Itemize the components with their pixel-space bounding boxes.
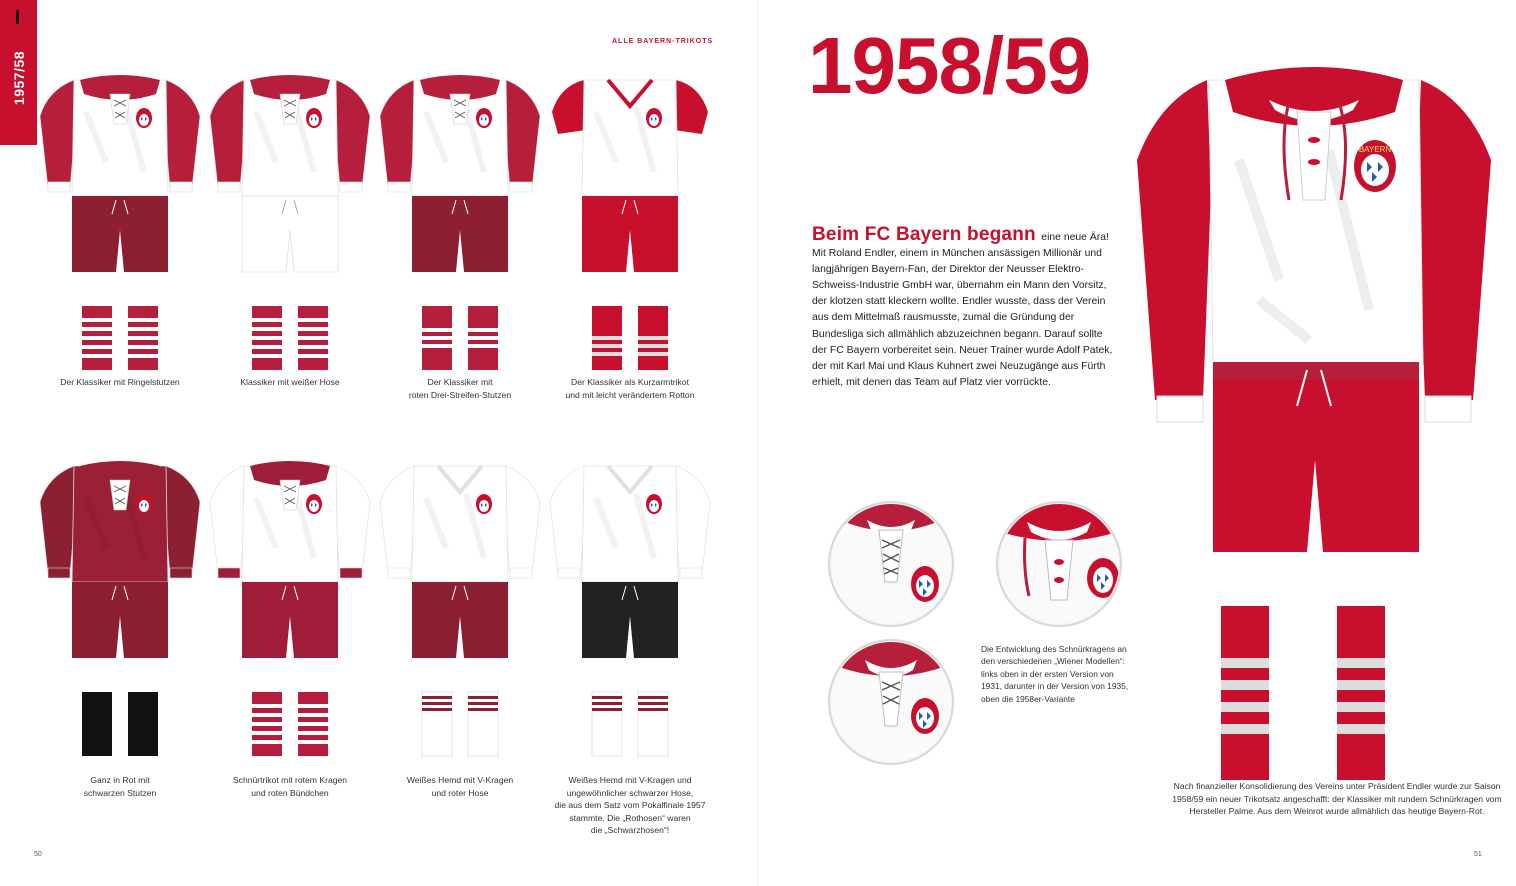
kit-illustration [546,458,714,758]
collar-detail-1958 [995,500,1123,628]
main-kit-caption: Nach finanzieller Konsolidierung des Vereins unter Präsident Endler wurde zur Saison 1958/59 ein neuer Trikotsatz angeschafft: der Klassiker mit rundem Schnürkragen vom Hersteller Palme. Aus dem Weinrot wurde allmählich das heutige Bayern-Rot. [1172,781,1502,816]
collar-circle-icon [827,500,955,628]
article-lead: Beim FC Bayern begann [812,224,1042,245]
kit-caption: Der Klassiker als Kurzarmtrikot und mit leicht verändertem Rotton [565,377,695,400]
kit-illustration [376,72,544,372]
kit-caption: Der Klassiker mit roten Drei-Streifen-Stutzen [408,377,512,400]
v-neck-kit-icon [376,458,544,758]
collar-detail-1931 [827,500,955,628]
kit-illustration [36,458,204,758]
long-sleeve-kit-icon [206,72,374,372]
season-title: 1958/59 [808,21,1091,110]
article-text: eine neue Ära! Mit Roland Endler, einem in München ansässigen Millionär und langjährigen Bayern-Fan, der Direktor der Neusser Elektro-Schweiss-Industrie GmbH war, übernahm ein Mann den Vorsitz, der klotzen statt kleckern wollte. Endler wusste, dass der Verein aus dem Mittelmaß rausmusste, zumal die Gründung der Bundesliga sich allmählich abzuzeichnen begann. Darauf sollte der FC Bayern vorbereitet sein. Neuer Trainer wurde Adolf Patek, der mit Karl Mai und Klaus Kuhnert zwei Neuzugänge aus Fürth erhielt, mit denen das Team auf Platz vier vorrückte. [812,232,1113,388]
kit-caption: Der Klassiker mit Ringelstutzen [60,377,180,387]
kit-caption: Ganz in Rot mit schwarzen Stutzen [83,775,157,798]
short-sleeve-kit-icon [546,72,714,372]
badge-text: BAYERN [1358,145,1392,154]
kit-illustration [206,458,374,758]
season-side-tab [0,0,37,145]
long-sleeve-kit-icon [36,72,204,372]
collar-circle-icon [827,638,955,766]
tab-marker [16,10,19,24]
page-number-left: 50 [34,851,42,858]
kit-illustration [206,72,374,372]
collar-detail-1935 [827,638,955,766]
side-tab-label: 1957/58 [11,50,27,106]
left-page [0,0,757,886]
running-head: ALLE BAYERN-TRIKOTS [612,38,714,45]
collar-circle-icon [995,500,1123,628]
page-number-right: 51 [1474,851,1482,858]
right-page [759,0,1516,886]
kit-caption: Klassiker mit weißer Hose [240,377,340,387]
collar-detail-caption: Die Entwicklung des Schnürkragens an den verschiedenen „Wiener Modellen“: links oben in der ersten Version von 1931, darunter in der Version von 1935, oben die 1958er-Variante [981,644,1129,704]
v-neck-black-shorts-kit-icon [546,458,714,758]
kit-illustration [546,72,714,372]
article-body [812,224,1116,391]
long-sleeve-kit-icon [1129,40,1499,780]
main-kit-1958 [1129,40,1499,785]
kit-illustration [376,458,544,758]
long-sleeve-kit-icon [376,72,544,372]
kit-caption: Weißes Hemd mit V-Kragen und ungewöhnlicher schwarzer Hose, die aus dem Satz vom Pokalfinale 1957 stammte. Die „Rothosen“ waren die „Schwarzhosen“! [554,775,706,836]
kit-caption: Schnürtrikot mit rotem Kragen und roten Bündchen [232,775,348,798]
kit-illustration [36,72,204,372]
kit-caption: Weißes Hemd mit V-Kragen und roter Hose [406,775,514,798]
all-red-kit-icon [36,458,204,758]
lace-collar-kit-icon [206,458,374,758]
